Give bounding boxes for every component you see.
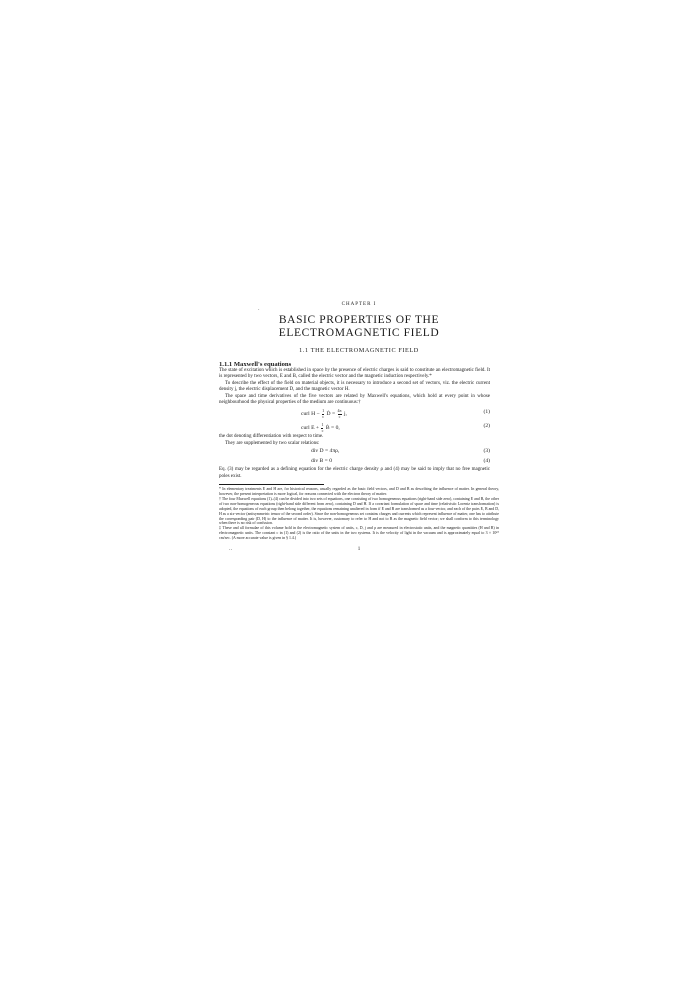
equation-1-lhs: curl H − (301, 411, 320, 418)
chapter-title-line-2: ELECTROMAGNETIC FIELD (278, 327, 440, 339)
footnote-2: † The four Maxwell equations (1)–(4) can be divided into two sets of equations, one consisting of two homogeneous equations (right-hand side zero), containing E and B, the other of two non-homogeneous equations (right-hand side different from zero), containing D and H. If a covariant formulation of space and time (relativistic Lorentz transformation) is adopted, the equations of each group then belong together, the equations remaining unaltered in form if E and B are transformed as a four-vector, and each of the pairs E, B and D, H as a six-vector (antisymmetric tensor of the second order). Since the non-homogeneous set contains charges and currents which represent influence of matter, one has to attribute the corresponding pair (D, H) to the influence of matter. It is, however, customary to refer to H and not to B as the magnetic field vector; we shall conform to this terminology when there is no risk of confusion. (219, 496, 499, 526)
equation-2 (219, 420, 490, 434)
equation-3-number: (3) (483, 448, 490, 455)
equation-1-number: (1) (483, 409, 490, 416)
footnotes (219, 487, 499, 541)
chapter-title (228, 314, 490, 340)
footnote-3: ‡ These and all formulae of this volume hold in the electromagnetic system of units, c, D, j and ρ are measured in electrostatic units, and the magnetic quantities (H and B) in electromagnetic units. The constant c in (1) and (2) is the ratio of the units in the two systems. It is the velocity of light in the vacuum and is approximately equal to 3 × 10¹⁰ cm/sec. (A more accurate value is given in § 1.4.) (219, 526, 499, 541)
equation-2-lhs: curl E + (301, 425, 320, 432)
paragraph-6: Eq. (3) may be regarded as a defining equation for the electric charge density ρ and (4) may be said to imply that no free magnetic poles exist. (219, 467, 490, 479)
equation-3-body: div D = 4πρ, (311, 448, 340, 455)
equation-1-rhs: j, (343, 411, 347, 418)
stray-mark-2: .. (229, 546, 233, 552)
equation-2-fraction (321, 423, 323, 433)
subsection-title: 1.1.1 Maxwell's equations (219, 361, 292, 368)
paragraph-1: The state of excitation which is established in space by the presence of electric charges is said to constitute an electromagnetic field. It is represented by two vectors, E and B, called the electric vector and the magnetic induction respectively.* (219, 368, 490, 380)
stray-mark: . (258, 306, 260, 312)
paragraph-2: To describe the effect of the field on material objects, it is necessary to introduce a second set of vectors, viz. the electric current density j, the electric displacement D, and the magnetic vector H. (219, 380, 490, 393)
equation-1-fraction-2 (338, 409, 342, 419)
equation-4-body: div B = 0 (311, 458, 333, 465)
fraction-denominator: c (321, 427, 324, 433)
fraction-numerator: 4π (337, 408, 342, 414)
equation-1 (219, 406, 490, 420)
equation-4 (219, 457, 490, 467)
fraction-numerator: 1 (321, 422, 324, 428)
footnote-1: * In elementary treatments E and H are, for historical reasons, usually regarded as the basic field vectors, and D and B as describing the influence of matter. In general theory, however, the present interpretation is more logical, for reasons connected with the electron theory of matter. (219, 487, 499, 496)
equation-3 (219, 447, 490, 457)
chapter-label: CHAPTER I (341, 302, 377, 307)
paragraph-4: the dot denoting differentiation with respect to time. (219, 434, 324, 440)
section-title: 1.1 THE ELECTROMAGNETIC FIELD (299, 347, 419, 354)
paragraph-3: The space and time derivatives of the five vectors are related by Maxwell's equations, which hold at every point in whose neighbourhood the physical properties of the medium are continuous:† (219, 393, 490, 406)
paragraph-5: They are supplemented by two scalar relations: (225, 440, 320, 446)
chapter-title-line-1: BASIC PROPERTIES OF THE (278, 314, 440, 326)
equation-2-rhs: Ḃ = 0, (325, 425, 340, 432)
fraction-numerator: 1 (322, 408, 325, 414)
fraction-denominator: c (322, 413, 324, 419)
equation-1-body (301, 409, 347, 419)
equation-1-fraction (322, 409, 324, 419)
fraction-denominator: c (338, 413, 341, 419)
book-page (219, 292, 499, 672)
equation-2-body (301, 423, 340, 433)
page-number: 1 (357, 547, 361, 553)
equation-4-number: (4) (483, 458, 490, 465)
equation-2-number: (2) (483, 423, 490, 430)
equation-1-mid: Ḋ = (326, 411, 336, 418)
